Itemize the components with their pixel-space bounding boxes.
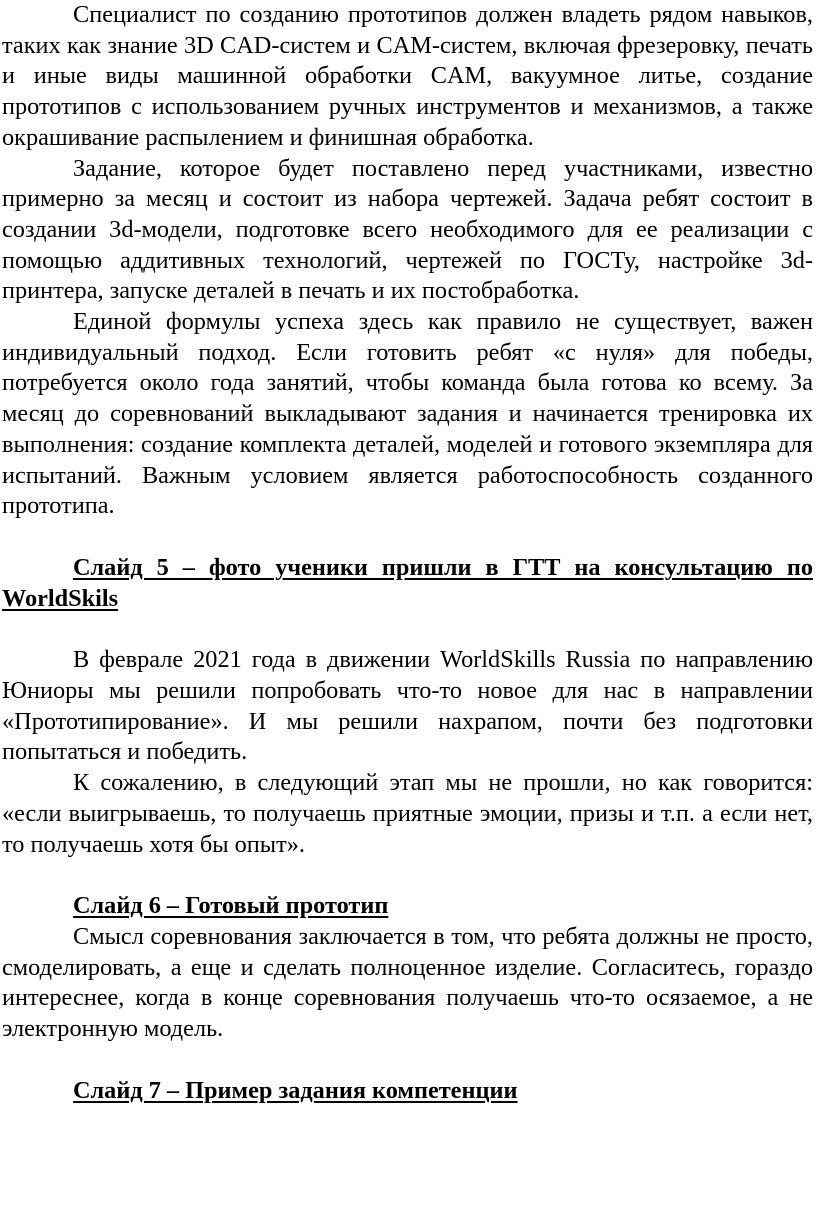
paragraph-prototype-specialist: Специалист по созданию прототипов должен владеть рядом навыков, таких как знание 3D CAD-систем и CAM-систем, включая фрезеровку, печать и иные виды машинной обработки CAM, вакуумное литье, создание прототипов с использованием ручных инструментов и механизмов, а также окрашивание распылением и финишная обработка.: [2, 1, 813, 151]
blank-line: [2, 614, 813, 645]
paragraph-competition-meaning: Смысл соревнования заключается в том, что ребята должны не просто, смоделировать, а еще и сделать полноценное изделие. Согласитесь, гораздо интереснее, когда в конце соревнования получаешь что-то осязаемое, а не электронную модель.: [2, 922, 813, 1043]
heading-slide-7: Слайд 7 – Пример задания компетенции: [73, 1076, 518, 1104]
document-page: [2, 0, 813, 1107]
paragraph-success-formula: Единой формулы успеха здесь как правило не существует, важен индивидуальный подход. Если готовить ребят «с нуля» для победы, потребуется около года занятий, чтобы команда была готова ко всему. За месяц до соревнований выкладывают задания и начинается тренировка их выполнения: создание комплекта деталей, моделей и готового экземпляра для испытаний. Важным условием является работоспособность созданного прототипа.: [2, 308, 813, 520]
paragraph-february-2021: В феврале 2021 года в движении WorldSkills Russia по направлению Юниоры мы решили попробовать что-то новое для нас в направлении «Прототипирование». И мы решили нахрапом, почти без подготовки попытаться и победить.: [2, 646, 813, 766]
paragraph-next-stage: К сожалению, в следующий этап мы не прошли, но как говорится: «если выигрываешь, то получаешь приятные эмоции, призы и т.п. а если нет, то получаешь хотя бы опыт».: [2, 769, 813, 858]
blank-line: [2, 1045, 813, 1076]
heading-slide-6: Слайд 6 – Готовый прототип: [73, 892, 389, 920]
blank-line: [2, 860, 813, 891]
paragraph-task-description: Задание, которое будет поставлено перед участниками, известно примерно за месяц и состоит из набора чертежей. Задача ребят состоит в создании 3d-модели, подготовке всего необходимого для ее реализации с помощью аддитивных технологий, чертежей по ГОСТу, настройке 3d-принтера, запуске деталей в печать и их постобработка.: [2, 154, 813, 305]
blank-line: [2, 522, 813, 553]
heading-slide-5: Слайд 5 – фото ученики пришли в ГТТ на консультацию по WorldSkils: [2, 553, 813, 612]
